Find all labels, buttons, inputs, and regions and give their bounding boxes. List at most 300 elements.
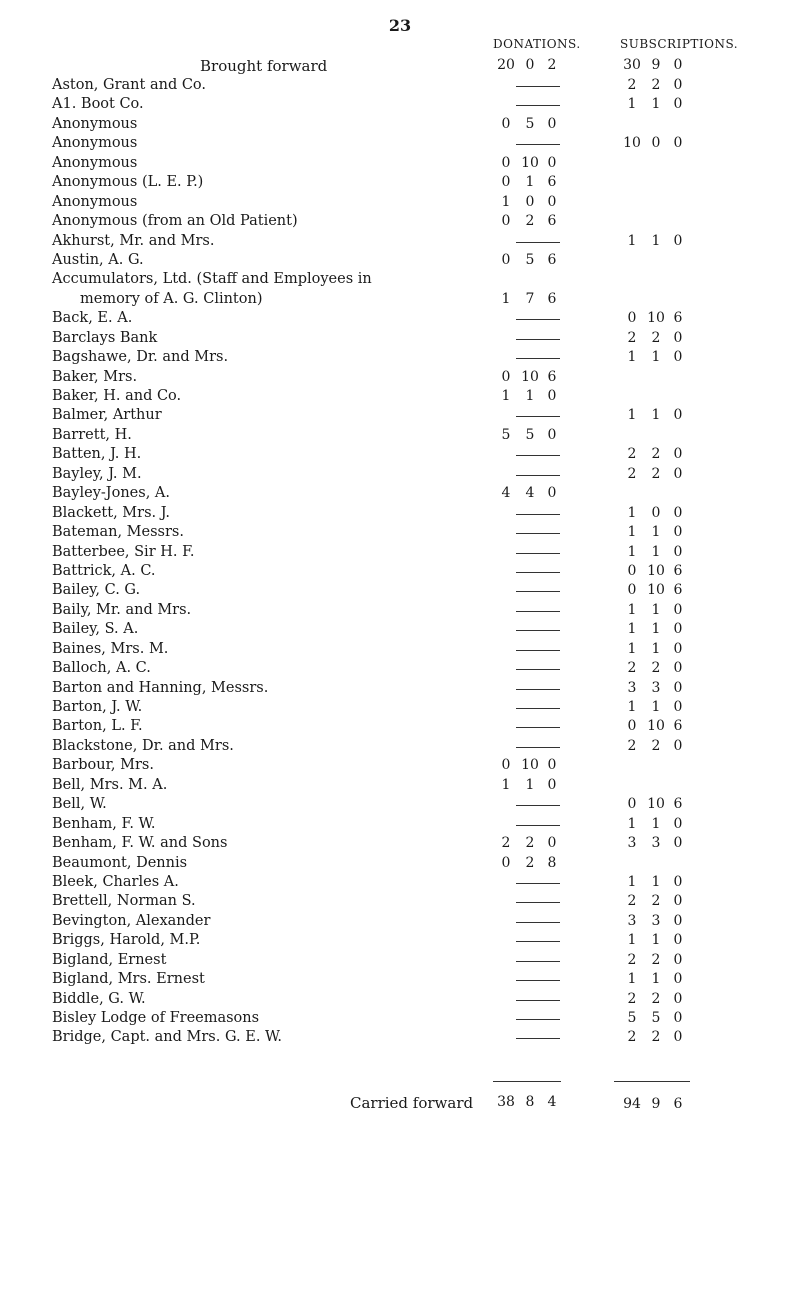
list-item — [0, 912, 800, 931]
subscription-amount-pence: 0 — [673, 815, 683, 832]
donation-dash — [516, 572, 560, 573]
subscription-amount-pounds: 1 — [627, 699, 637, 715]
subscription-amount-pounds: 1 — [627, 932, 637, 949]
donation-amount — [494, 174, 562, 190]
subscription-amount — [620, 330, 688, 346]
donation-dash — [516, 358, 560, 359]
donation-amount-shillings: 5 — [525, 251, 535, 268]
donation-dash — [516, 689, 560, 690]
subscription-amount-pounds: 1 — [627, 349, 637, 366]
donations-total-rule — [493, 1081, 561, 1082]
subscription-amount-pounds: 3 — [627, 912, 637, 929]
donation-amount-pence: 6 — [547, 368, 557, 385]
page-number: 23 — [388, 16, 412, 35]
entry-name: Barton and Hanning, Messrs. — [52, 679, 269, 696]
donation-amount-pounds: 0 — [501, 174, 511, 191]
bf-don-pounds: 20 — [497, 57, 515, 73]
subscription-amount-pounds: 0 — [627, 562, 637, 579]
donation-amount — [494, 388, 562, 404]
list-item — [0, 504, 800, 523]
subscription-amount-pounds: 1 — [627, 407, 637, 424]
subscription-amount-pounds: 2 — [627, 446, 637, 463]
list-item — [0, 562, 800, 581]
subscription-amount-shillings: 5 — [651, 1010, 661, 1026]
subscription-amount — [620, 641, 688, 657]
donation-dash — [516, 650, 560, 651]
list-item — [0, 698, 800, 717]
subscription-amount-pence: 0 — [673, 135, 683, 152]
subscription-amount-pence: 0 — [673, 232, 683, 249]
list-item — [0, 387, 800, 406]
donation-amount-shillings: 1 — [525, 388, 535, 404]
subscription-amount-shillings: 10 — [647, 796, 665, 813]
donation-amount-shillings: 2 — [525, 213, 535, 230]
list-item — [0, 581, 800, 600]
entry-name: Barton, L. F. — [52, 718, 143, 735]
subscription-amount-pence: 0 — [673, 407, 683, 424]
donation-amount-shillings: 0 — [525, 193, 535, 210]
entry-name: Bisley Lodge of Freemasons — [52, 1010, 260, 1026]
subscription-amount-pounds: 2 — [627, 951, 637, 968]
carried-forward-donations — [494, 1094, 562, 1110]
subscription-amount — [620, 874, 688, 890]
list-item — [0, 679, 800, 698]
entry-name: Baker, Mrs. — [52, 368, 138, 385]
donation-amount-shillings: 1 — [525, 776, 535, 793]
donation-dash — [516, 553, 560, 554]
subscription-amount-pence: 0 — [673, 932, 683, 949]
subscription-amount — [620, 1010, 688, 1026]
donation-amount-pounds: 5 — [501, 426, 511, 443]
subscription-amount-pounds: 1 — [627, 524, 637, 541]
donation-dash — [516, 825, 560, 826]
subscription-amount-shillings: 1 — [651, 232, 661, 249]
subscription-amount-pence: 0 — [673, 951, 683, 968]
list-item — [0, 465, 800, 484]
entry-name: A1. Boot Co. — [52, 96, 144, 113]
subscription-amount — [620, 466, 688, 482]
subscription-amount-pence: 0 — [673, 835, 683, 852]
entry-name: Benham, F. W. and Sons — [52, 835, 228, 852]
list-item — [0, 951, 800, 970]
list-item — [0, 1028, 800, 1047]
subscription-amount — [620, 135, 688, 151]
subscription-amount-shillings: 1 — [651, 621, 661, 638]
donation-dash — [516, 980, 560, 981]
cf-don-pounds: 38 — [497, 1094, 515, 1110]
donation-amount-pence: 0 — [547, 154, 557, 171]
donation-dash — [516, 1038, 560, 1039]
donation-dash — [516, 669, 560, 670]
subscription-amount — [620, 835, 688, 851]
subscriptions-header: SUBSCRIPTIONS. — [620, 37, 739, 51]
donation-amount — [494, 291, 562, 307]
entry-name: Baines, Mrs. M. — [52, 640, 169, 657]
subscription-amount-pounds: 2 — [627, 465, 637, 482]
cf-sub-pounds: 94 — [623, 1096, 641, 1112]
subscription-amount-pounds: 2 — [627, 1029, 637, 1046]
entry-name: Batterbee, Sir H. F. — [52, 543, 195, 560]
subscription-amount-pence: 0 — [673, 96, 683, 113]
subscription-amount-pounds: 1 — [627, 873, 637, 890]
donation-amount-pounds: 0 — [501, 854, 511, 871]
entry-name: memory of A. G. Clinton) — [80, 290, 263, 307]
donation-dash — [516, 1019, 560, 1020]
donation-dash — [516, 455, 560, 456]
donation-dash — [516, 922, 560, 923]
donation-dash — [516, 591, 560, 592]
entry-name: Barbour, Mrs. — [52, 757, 154, 774]
list-item — [0, 173, 800, 192]
subscription-amount-pounds: 1 — [627, 815, 637, 832]
entry-name: Batten, J. H. — [52, 446, 142, 463]
entry-name: Back, E. A. — [52, 310, 133, 327]
list-item — [0, 426, 800, 445]
subscription-amount-pounds: 2 — [627, 77, 637, 93]
list-item — [0, 368, 800, 387]
brought-forward-donations — [494, 57, 562, 73]
donation-amount-pounds: 0 — [501, 368, 511, 385]
subscription-amount-pence: 0 — [673, 971, 683, 988]
subscription-amount-pence: 0 — [673, 1010, 683, 1026]
subscription-amount-pence: 0 — [673, 699, 683, 715]
subscription-amount-pounds: 2 — [627, 329, 637, 346]
donation-amount — [494, 427, 562, 443]
donation-amount-shillings: 4 — [525, 485, 535, 502]
subscription-amount — [620, 524, 688, 540]
list-item — [0, 445, 800, 464]
subscription-amount-pounds: 2 — [627, 737, 637, 754]
entry-name: Bigland, Mrs. Ernest — [52, 971, 205, 988]
subscription-amount-shillings: 3 — [651, 835, 661, 852]
list-item — [0, 543, 800, 562]
donation-dash — [516, 105, 560, 106]
list-item — [0, 270, 800, 289]
subscription-amount-pence: 0 — [673, 504, 683, 521]
subscription-amount-shillings: 1 — [651, 873, 661, 890]
donation-dash — [516, 941, 560, 942]
subscription-amount — [620, 718, 688, 734]
list-item — [0, 95, 800, 114]
donation-amount-pounds: 1 — [501, 776, 511, 793]
entry-name: Bigland, Ernest — [52, 951, 167, 968]
entry-name: Brettell, Norman S. — [52, 893, 196, 910]
subscription-amount-pounds: 10 — [623, 135, 641, 152]
donation-amount-shillings: 10 — [521, 368, 539, 385]
list-item — [0, 737, 800, 756]
subscription-amount — [620, 952, 688, 968]
donation-dash — [516, 630, 560, 631]
list-item — [0, 931, 800, 950]
subscription-amount-pence: 0 — [673, 446, 683, 463]
subscription-amount — [620, 738, 688, 754]
list-item — [0, 970, 800, 989]
donation-dash — [516, 514, 560, 515]
cf-don-pence: 4 — [547, 1094, 557, 1110]
subscription-amount-pounds: 1 — [627, 96, 637, 113]
donation-dash — [516, 611, 560, 612]
entry-name: Anonymous (from an Old Patient) — [52, 213, 298, 230]
subscription-amount — [620, 1029, 688, 1045]
subscription-amount-shillings: 0 — [651, 135, 661, 152]
entry-name: Beaumont, Dennis — [52, 854, 188, 871]
subscription-amount-pence: 0 — [673, 640, 683, 657]
subscription-amount-shillings: 1 — [651, 971, 661, 988]
subscription-amount — [620, 407, 688, 423]
subscription-amount — [620, 621, 688, 637]
subscription-amount-pounds: 1 — [627, 621, 637, 638]
entry-name: Anonymous — [52, 135, 138, 152]
subscription-amount-shillings: 1 — [651, 601, 661, 618]
donation-amount — [494, 369, 562, 385]
subscription-amount — [620, 505, 688, 521]
donation-dash — [516, 144, 560, 145]
subscription-amount-pounds: 3 — [627, 679, 637, 696]
donation-dash — [516, 533, 560, 534]
subscription-amount — [620, 233, 688, 249]
entry-name: Balloch, A. C. — [52, 660, 151, 677]
list-item — [0, 990, 800, 1009]
donation-dash — [516, 961, 560, 962]
donation-dash — [516, 416, 560, 417]
subscription-amount-shillings: 1 — [651, 524, 661, 541]
list-item — [0, 795, 800, 814]
subscription-amount-pence: 0 — [673, 465, 683, 482]
carried-forward-subscriptions — [620, 1096, 688, 1112]
entry-name: Bagshawe, Dr. and Mrs. — [52, 349, 229, 366]
list-item — [0, 484, 800, 503]
list-item — [0, 659, 800, 678]
entry-name: Baily, Mr. and Mrs. — [52, 601, 192, 618]
donation-amount-pence: 0 — [547, 115, 557, 132]
list-item — [0, 212, 800, 231]
subscription-amount-shillings: 2 — [651, 893, 661, 910]
donation-amount-pence: 0 — [547, 388, 557, 404]
donation-amount-pence: 0 — [547, 485, 557, 502]
list-item — [0, 834, 800, 853]
donation-amount-shillings: 5 — [525, 426, 535, 443]
subscription-amount-pence: 0 — [673, 329, 683, 346]
donation-amount — [494, 855, 562, 871]
subscription-amount — [620, 991, 688, 1007]
subscription-amount-shillings: 10 — [647, 582, 665, 599]
entry-name: Bailey, S. A. — [52, 621, 139, 638]
entry-name: Briggs, Harold, M.P. — [52, 932, 201, 949]
list-item — [0, 154, 800, 173]
donation-dash — [516, 475, 560, 476]
subscription-amount-pounds: 1 — [627, 232, 637, 249]
subscription-amount — [620, 602, 688, 618]
list-item — [0, 717, 800, 736]
entry-name: Bevington, Alexander — [52, 912, 211, 929]
subscription-amount-pounds: 2 — [627, 893, 637, 910]
subscriptions-total-rule — [614, 1081, 690, 1082]
subscription-amount-shillings: 1 — [651, 699, 661, 715]
subscription-amount-pence: 0 — [673, 990, 683, 1007]
donation-amount-pounds: 0 — [501, 154, 511, 171]
subscription-amount-shillings: 1 — [651, 407, 661, 424]
subscription-amount-shillings: 10 — [647, 310, 665, 327]
list-item — [0, 115, 800, 134]
donation-amount-pence: 6 — [547, 251, 557, 268]
entry-name: Austin, A. G. — [52, 251, 144, 268]
donation-amount-pounds: 1 — [501, 388, 511, 404]
donation-amount-shillings: 1 — [525, 174, 535, 191]
subscription-amount — [620, 699, 688, 715]
donation-dash — [516, 86, 560, 87]
subscription-amount-pence: 0 — [673, 349, 683, 366]
entry-name: Barton, J. W. — [52, 699, 143, 715]
donation-amount — [494, 213, 562, 229]
entry-name: Blackstone, Dr. and Mrs. — [52, 737, 234, 754]
list-item — [0, 1009, 800, 1028]
list-item — [0, 756, 800, 775]
subscription-amount-pence: 6 — [673, 562, 683, 579]
list-item — [0, 348, 800, 367]
list-item — [0, 134, 800, 153]
subscription-amount-shillings: 2 — [651, 660, 661, 677]
donation-amount — [494, 155, 562, 171]
cf-don-shillings: 8 — [525, 1094, 535, 1110]
donation-dash — [516, 727, 560, 728]
bf-sub-pence: 0 — [673, 57, 683, 73]
subscription-amount-shillings: 10 — [647, 562, 665, 579]
entry-name: Anonymous — [52, 193, 138, 210]
subscription-amount — [620, 563, 688, 579]
donation-amount-pence: 8 — [547, 854, 557, 871]
cf-sub-shillings: 9 — [651, 1096, 661, 1112]
subscription-amount-shillings: 2 — [651, 1029, 661, 1046]
entry-name: Biddle, G. W. — [52, 990, 146, 1007]
subscription-amount — [620, 796, 688, 812]
donation-amount-shillings: 10 — [521, 154, 539, 171]
entry-name: Bleek, Charles A. — [52, 873, 179, 890]
entry-name: Bell, W. — [52, 796, 107, 813]
subscription-amount-pence: 0 — [673, 912, 683, 929]
list-item — [0, 406, 800, 425]
subscription-amount-pounds: 1 — [627, 543, 637, 560]
subscription-amount-shillings: 3 — [651, 912, 661, 929]
donation-dash — [516, 242, 560, 243]
subscription-amount — [620, 816, 688, 832]
subscription-amount-pence: 0 — [673, 679, 683, 696]
subscription-amount — [620, 893, 688, 909]
donation-amount-shillings: 10 — [521, 757, 539, 774]
subscription-amount — [620, 660, 688, 676]
subscription-amount-shillings: 2 — [651, 77, 661, 93]
donation-amount — [494, 252, 562, 268]
donation-amount-pence: 6 — [547, 213, 557, 230]
donations-header: DONATIONS. — [493, 37, 581, 51]
donation-amount-pounds: 0 — [501, 757, 511, 774]
list-item — [0, 523, 800, 542]
entry-name: Bateman, Messrs. — [52, 524, 184, 541]
subscription-amount — [620, 680, 688, 696]
subscription-amount-pence: 0 — [673, 893, 683, 910]
donation-amount-pounds: 4 — [501, 485, 511, 502]
entry-name: Anonymous (L. E. P.) — [52, 174, 204, 191]
entry-name: Benham, F. W. — [52, 815, 156, 832]
list-item — [0, 815, 800, 834]
subscription-amount-pence: 6 — [673, 796, 683, 813]
brought-forward-label: Brought forward — [200, 57, 328, 75]
entry-name: Balmer, Arthur — [52, 407, 162, 424]
bf-sub-pounds: 30 — [623, 57, 641, 73]
donation-dash — [516, 805, 560, 806]
entry-name: Anonymous — [52, 154, 138, 171]
subscription-amount-pounds: 2 — [627, 660, 637, 677]
list-item — [0, 776, 800, 795]
donation-dash — [516, 339, 560, 340]
donation-amount-pence: 0 — [547, 193, 557, 210]
entry-name: Akhurst, Mr. and Mrs. — [52, 232, 215, 249]
subscription-amount-shillings: 2 — [651, 990, 661, 1007]
list-item — [0, 232, 800, 251]
subscription-amount-pounds: 3 — [627, 835, 637, 852]
list-item — [0, 290, 800, 309]
subscription-amount-pounds: 2 — [627, 990, 637, 1007]
subscription-amount-pence: 6 — [673, 582, 683, 599]
donation-amount-pence: 0 — [547, 757, 557, 774]
donation-dash — [516, 1000, 560, 1001]
list-item — [0, 193, 800, 212]
list-item — [0, 620, 800, 639]
donation-amount — [494, 777, 562, 793]
subscription-amount-pounds: 1 — [627, 971, 637, 988]
subscription-amount — [620, 349, 688, 365]
subscription-amount-shillings: 2 — [651, 737, 661, 754]
subscription-amount-pence: 0 — [673, 660, 683, 677]
donation-dash — [516, 747, 560, 748]
entry-name: Bayley-Jones, A. — [52, 485, 171, 502]
list-item — [0, 251, 800, 270]
subscription-amount-pounds: 0 — [627, 718, 637, 735]
list-item — [0, 873, 800, 892]
donation-amount-pence: 0 — [547, 835, 557, 852]
donation-amount-shillings: 2 — [525, 854, 535, 871]
subscription-amount — [620, 310, 688, 326]
subscription-amount — [620, 582, 688, 598]
donation-amount-shillings: 7 — [525, 290, 535, 307]
list-item — [0, 892, 800, 911]
donation-dash — [516, 319, 560, 320]
donation-amount-pence: 0 — [547, 776, 557, 793]
donation-amount — [494, 485, 562, 501]
subscription-amount-shillings: 1 — [651, 815, 661, 832]
entry-name: Bayley, J. M. — [52, 465, 142, 482]
entry-name: Bailey, C. G. — [52, 582, 141, 599]
subscription-amount-shillings: 1 — [651, 932, 661, 949]
subscription-amount-pence: 0 — [673, 737, 683, 754]
donation-dash — [516, 883, 560, 884]
subscription-amount-shillings: 1 — [651, 349, 661, 366]
carried-forward-label: Carried forward — [350, 1094, 474, 1112]
subscription-amount-pounds: 0 — [627, 796, 637, 813]
entry-name: Anonymous — [52, 115, 138, 132]
donation-amount-pounds: 2 — [501, 835, 511, 852]
subscription-amount-pounds: 1 — [627, 640, 637, 657]
subscription-amount-pence: 0 — [673, 621, 683, 638]
subscription-amount-shillings: 2 — [651, 329, 661, 346]
entry-name: Bridge, Capt. and Mrs. G. E. W. — [52, 1029, 283, 1046]
entry-name: Barrett, H. — [52, 426, 132, 443]
entry-name: Bell, Mrs. M. A. — [52, 776, 168, 793]
donation-amount-shillings: 5 — [525, 115, 535, 132]
subscription-amount-pence: 0 — [673, 873, 683, 890]
subscription-list — [0, 76, 800, 1048]
subscription-amount-pounds: 5 — [627, 1010, 637, 1026]
donation-amount-pounds: 0 — [501, 115, 511, 132]
